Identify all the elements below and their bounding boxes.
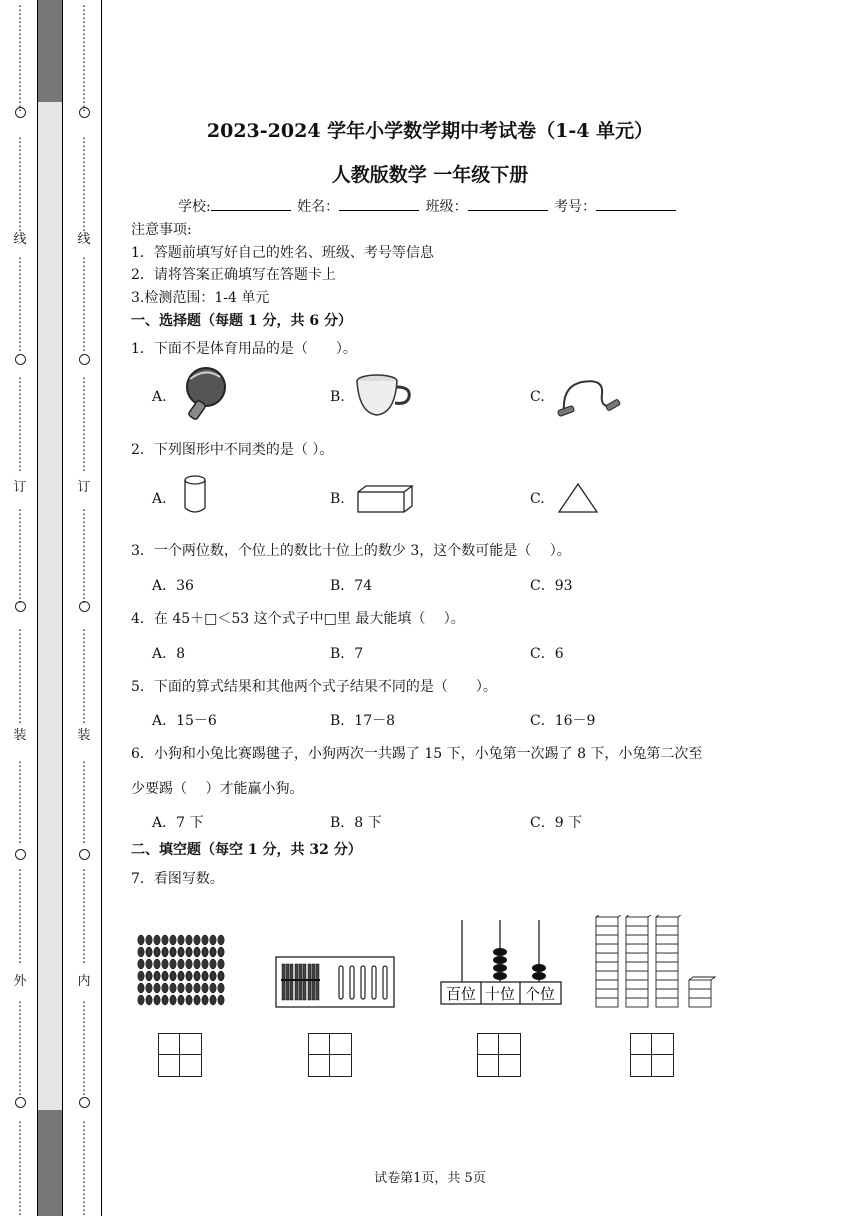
note-item: 1．答题前填写好自己的姓名、班级、考号等信息 bbox=[131, 245, 434, 261]
inner-dotted-line: ⋮ ⋮ ⋮ ⋮ ⋮ ⋮ ⋮ ⋮ ⋮ ⋮ ⋮ ⋮ ⋮ ⋮ ⋮ ⋮ ⋮ ⋮ ⋮ ⋮ ⋮ ⋮ ⋮ ⋮ ⋮ ⋮ ⋮ ⋮ ⋮ ⋮ ⋮ ⋮ ⋮ ⋮ ⋮ ⋮ ⋮ ⋮ ⋮ ⋮ ⋮ ⋮ ⋮ ⋮ ⋮ ⋮ ⋮ ⋮ ⋮ ⋮ ⋮ ⋮ ⋮ ⋮ ⋮ ⋮ ⋮ ⋮ ⋮ ⋮ ⋮ ⋮ ⋮ ⋮ ⋮ ⋮ ⋮ ⋮ ⋮ ⋮ ⋮ ⋮ ⋮ ⋮ ⋮ ⋮ ⋮ ⋮ ⋮ ⋮ bbox=[78, 3, 90, 1217]
q2-option-b[interactable]: B. bbox=[330, 491, 345, 507]
answer-box-4[interactable] bbox=[630, 1033, 674, 1077]
cuboid-icon bbox=[356, 484, 414, 514]
strip-band-middle bbox=[38, 102, 62, 1110]
q6-option-c[interactable]: C．9 下 bbox=[530, 815, 583, 831]
outer-label-ding: 订 bbox=[13, 480, 27, 495]
q5-option-c[interactable]: C．16－9 bbox=[530, 713, 596, 729]
q4-option-c[interactable]: C．6 bbox=[530, 646, 564, 662]
base-ten-blocks-icon bbox=[594, 915, 716, 1009]
outer-label-xian: 线 bbox=[13, 232, 27, 247]
exam-title: 2023-2024 学年小学数学期中考试卷（1-4 单元） bbox=[206, 120, 654, 142]
outer-dotted-line: ⋮ ⋮ ⋮ ⋮ ⋮ ⋮ ⋮ ⋮ ⋮ ⋮ ⋮ ⋮ ⋮ ⋮ ⋮ ⋮ ⋮ ⋮ ⋮ ⋮ ⋮ ⋮ ⋮ ⋮ ⋮ ⋮ ⋮ ⋮ ⋮ ⋮ ⋮ ⋮ ⋮ ⋮ ⋮ ⋮ ⋮ ⋮ ⋮ ⋮ ⋮ ⋮ ⋮ ⋮ ⋮ ⋮ ⋮ ⋮ ⋮ ⋮ ⋮ ⋮ ⋮ ⋮ ⋮ ⋮ ⋮ ⋮ ⋮ ⋮ ⋮ ⋮ ⋮ ⋮ ⋮ ⋮ ⋮ ⋮ ⋮ ⋮ ⋮ ⋮ ⋮ ⋮ ⋮ ⋮ ⋮ ⋮ ⋮ ⋮ bbox=[14, 3, 26, 1217]
answer-box-3[interactable] bbox=[477, 1033, 521, 1077]
note-item: 2．请将答案正确填写在答题卡上 bbox=[131, 267, 336, 283]
hole-circle bbox=[15, 601, 26, 612]
hole-circle bbox=[79, 849, 90, 860]
question-2-stem: 2．下列图形中不同类的是（ ）。 bbox=[131, 442, 334, 458]
hole-circle bbox=[79, 107, 90, 118]
hole-circle bbox=[15, 107, 26, 118]
question-6-stem-line2: 少要踢（ ）才能赢小狗。 bbox=[131, 781, 304, 797]
q3-option-b[interactable]: B．74 bbox=[330, 578, 373, 594]
strip-border-mid bbox=[62, 0, 63, 1216]
name-field[interactable] bbox=[339, 196, 419, 211]
triangle-icon bbox=[556, 481, 600, 515]
q5-option-b[interactable]: B．17－8 bbox=[330, 713, 396, 729]
inner-label-nei: 内 bbox=[77, 974, 91, 989]
stick-bundles-icon bbox=[275, 956, 395, 1008]
exam-subtitle: 人教版数学 一年级下册 bbox=[331, 164, 529, 186]
q1-option-b[interactable]: B. bbox=[330, 389, 345, 405]
hole-circle bbox=[79, 601, 90, 612]
hole-circle bbox=[15, 1097, 26, 1108]
answer-box-1[interactable] bbox=[158, 1033, 202, 1077]
inner-label-zhuang: 装 bbox=[77, 728, 91, 743]
abacus-label-tens: 十位 bbox=[484, 985, 516, 1003]
note-item: 3.检测范围：1-4 单元 bbox=[131, 290, 270, 306]
question-5-stem: 5．下面的算式结果和其他两个式子结果不同的是（ ）。 bbox=[131, 679, 497, 695]
q3-option-c[interactable]: C．93 bbox=[530, 578, 573, 594]
hole-circle bbox=[79, 1097, 90, 1108]
q5-option-a[interactable]: A．15－6 bbox=[152, 713, 217, 729]
counting-items-icon bbox=[136, 934, 226, 1008]
jump-rope-icon bbox=[556, 374, 622, 420]
q2-option-a[interactable]: A. bbox=[152, 491, 167, 507]
outer-label-wai: 外 bbox=[13, 974, 27, 989]
binding-strip bbox=[0, 0, 102, 1216]
exam-no-label: 考号： bbox=[554, 199, 597, 215]
question-6-stem-line1: 6．小狗和小兔比赛踢毽子，小狗两次一共踢了 15 下，小兔第一次踢了 8 下，小兔第二次至 bbox=[131, 746, 703, 762]
q3-option-a[interactable]: A．36 bbox=[152, 578, 194, 594]
strip-band-top bbox=[38, 0, 62, 102]
hole-circle bbox=[15, 849, 26, 860]
question-1-stem: 1．下面不是体育用品的是（ ）。 bbox=[131, 341, 357, 357]
hole-circle bbox=[15, 354, 26, 365]
strip-border-right bbox=[101, 0, 102, 1216]
q6-option-a[interactable]: A．7 下 bbox=[152, 815, 204, 831]
strip-band-bottom bbox=[38, 1110, 62, 1216]
q1-option-a[interactable]: A. bbox=[152, 389, 167, 405]
page-footer: 试卷第1页，共 5页 bbox=[374, 1171, 486, 1186]
section1-heading: 一、选择题（每题 1 分，共 6 分） bbox=[131, 313, 352, 329]
cylinder-icon bbox=[182, 474, 208, 514]
outer-label-zhuang: 装 bbox=[13, 728, 27, 743]
school-field[interactable] bbox=[211, 196, 291, 211]
class-label: 班级： bbox=[425, 199, 468, 215]
hole-circle bbox=[79, 354, 90, 365]
abacus-label-ones: 个位 bbox=[524, 985, 556, 1003]
q4-option-a[interactable]: A．8 bbox=[152, 646, 186, 662]
question-7-stem: 7．看图写数。 bbox=[131, 871, 224, 887]
q1-option-c[interactable]: C. bbox=[530, 389, 545, 405]
abacus-icon bbox=[440, 918, 562, 1006]
inner-label-ding: 订 bbox=[77, 480, 91, 495]
school-label: 学校: bbox=[178, 199, 211, 215]
abacus-label-hundreds: 百位 bbox=[445, 985, 477, 1003]
notes-heading: 注意事项: bbox=[131, 222, 192, 238]
student-info-row bbox=[178, 196, 678, 216]
q6-option-b[interactable]: B．8 下 bbox=[330, 815, 382, 831]
answer-box-2[interactable] bbox=[308, 1033, 352, 1077]
exam-no-field[interactable] bbox=[596, 196, 676, 211]
teacup-icon bbox=[355, 373, 413, 419]
section2-heading: 二、填空题（每空 1 分，共 32 分） bbox=[131, 842, 362, 858]
q4-option-b[interactable]: B．7 bbox=[330, 646, 364, 662]
ping-pong-paddle-icon bbox=[180, 365, 232, 421]
question-4-stem: 4．在 45＋□＜53 这个式子中□里 最大能填（ ）。 bbox=[131, 611, 465, 627]
class-field[interactable] bbox=[468, 196, 548, 211]
question-3-stem: 3．一个两位数，个位上的数比十位上的数少 3，这个数可能是（ ）。 bbox=[131, 543, 571, 559]
name-label: 姓名： bbox=[297, 199, 340, 215]
inner-label-xian: 线 bbox=[77, 232, 91, 247]
q2-option-c[interactable]: C. bbox=[530, 491, 545, 507]
